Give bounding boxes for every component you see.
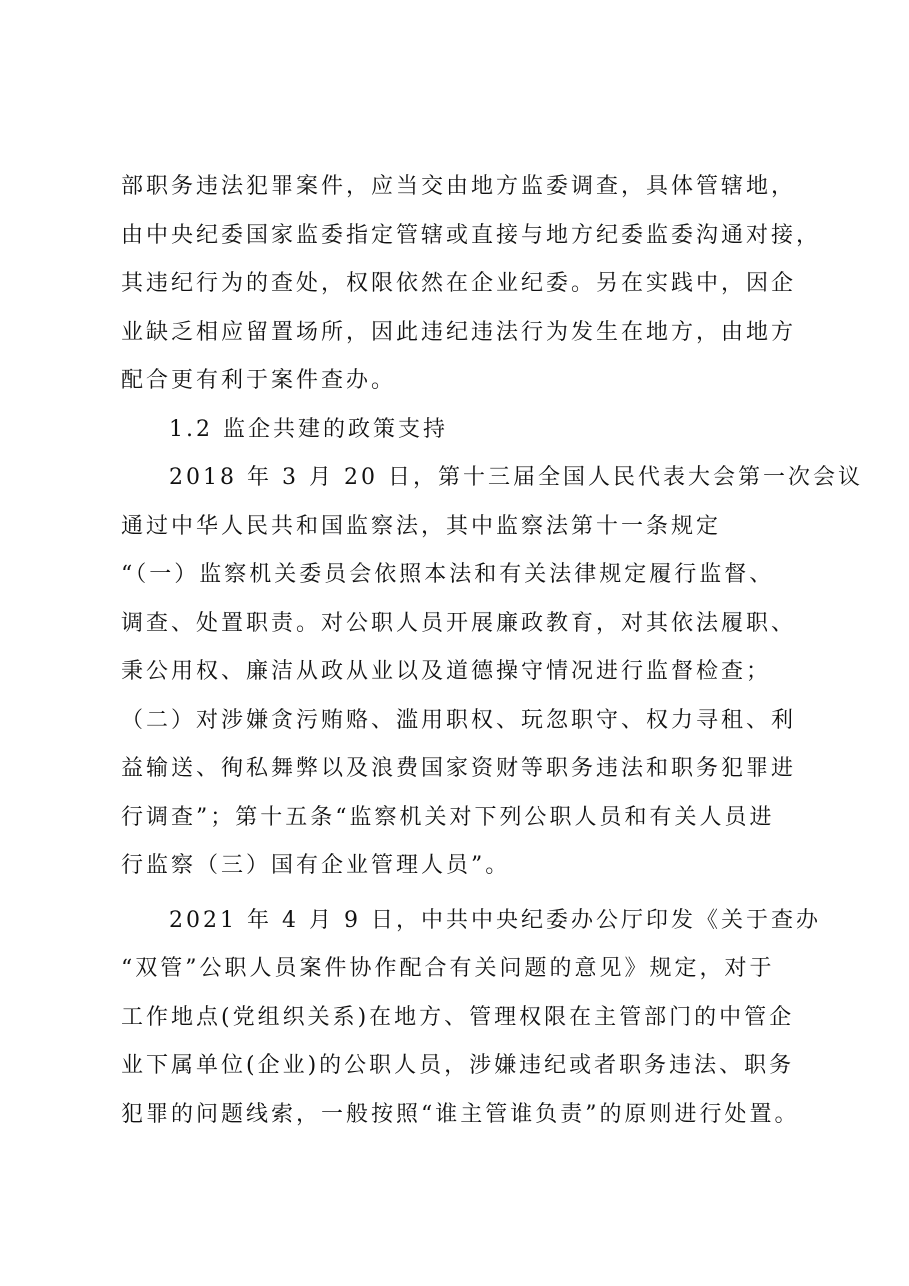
text-line: 工作地点(党组织关系)在地方、管理权限在主管部门的中管企 [121, 1004, 795, 1030]
text-line: 犯罪的问题线索，一般按照“谁主管谁负责”的原则进行处置。 [121, 1101, 800, 1127]
text-line: “双管”公职人员案件协作配合有关问题的意见》规定，对于 [121, 956, 775, 981]
paragraph-intro [121, 168, 821, 411]
text-line: 调查、处置职责。对公职人员开展廉政教育，对其依法履职、 [121, 610, 797, 636]
text-line: 行调查”；第十五条“监察机关对下列公职人员和有关人员进 [121, 804, 775, 830]
text-line: 行监察（三）国有企业管理人员”。 [121, 853, 511, 878]
text-line: 业下属单位(企业)的公职人员，涉嫌违纪或者职务违法、职务 [121, 1053, 795, 1078]
text-line: 益输送、徇私舞弊以及浪费国家资财等职务违法和职务犯罪进 [121, 756, 797, 781]
paragraph-2021 [121, 902, 821, 1145]
text-line: 其违纪行为的查处，权限依然在企业纪委。另在实践中，因企 [121, 271, 797, 296]
text-line: 2021 年 4 月 9 日，中共中央纪委办公厅印发《关于查办 [169, 907, 821, 933]
text-line: 2018 年 3 月 20 日，第十三届全国人民代表大会第一次会议 [169, 465, 863, 490]
text-line: 秉公用权、廉洁从政从业以及道德操守情况进行监督检查； [121, 659, 772, 684]
section-heading: 1.2 监企共建的政策支持 [169, 416, 448, 442]
document-body [121, 168, 863, 1144]
paragraph-2018 [121, 459, 863, 896]
text-line: 部职务违法犯罪案件，应当交由地方监委调查，具体管辖地， [121, 174, 797, 199]
text-line: “（一）监察机关委员会依照本法和有关法律规定履行监督、 [121, 562, 775, 587]
text-line: 通过中华人民共和国监察法，其中监察法第十一条规定 [121, 513, 722, 539]
text-line: 业缺乏相应留置场所，因此违纪违法行为发生在地方，由地方 [121, 319, 797, 345]
text-line: 由中央纪委国家监委指定管辖或直接与地方纪委监委沟通对接， [121, 222, 822, 248]
text-line: 配合更有利于案件查办。 [121, 368, 397, 393]
text-line: （二）对涉嫌贪污贿赂、滥用职权、玩忽职守、权力寻租、利 [121, 707, 797, 733]
